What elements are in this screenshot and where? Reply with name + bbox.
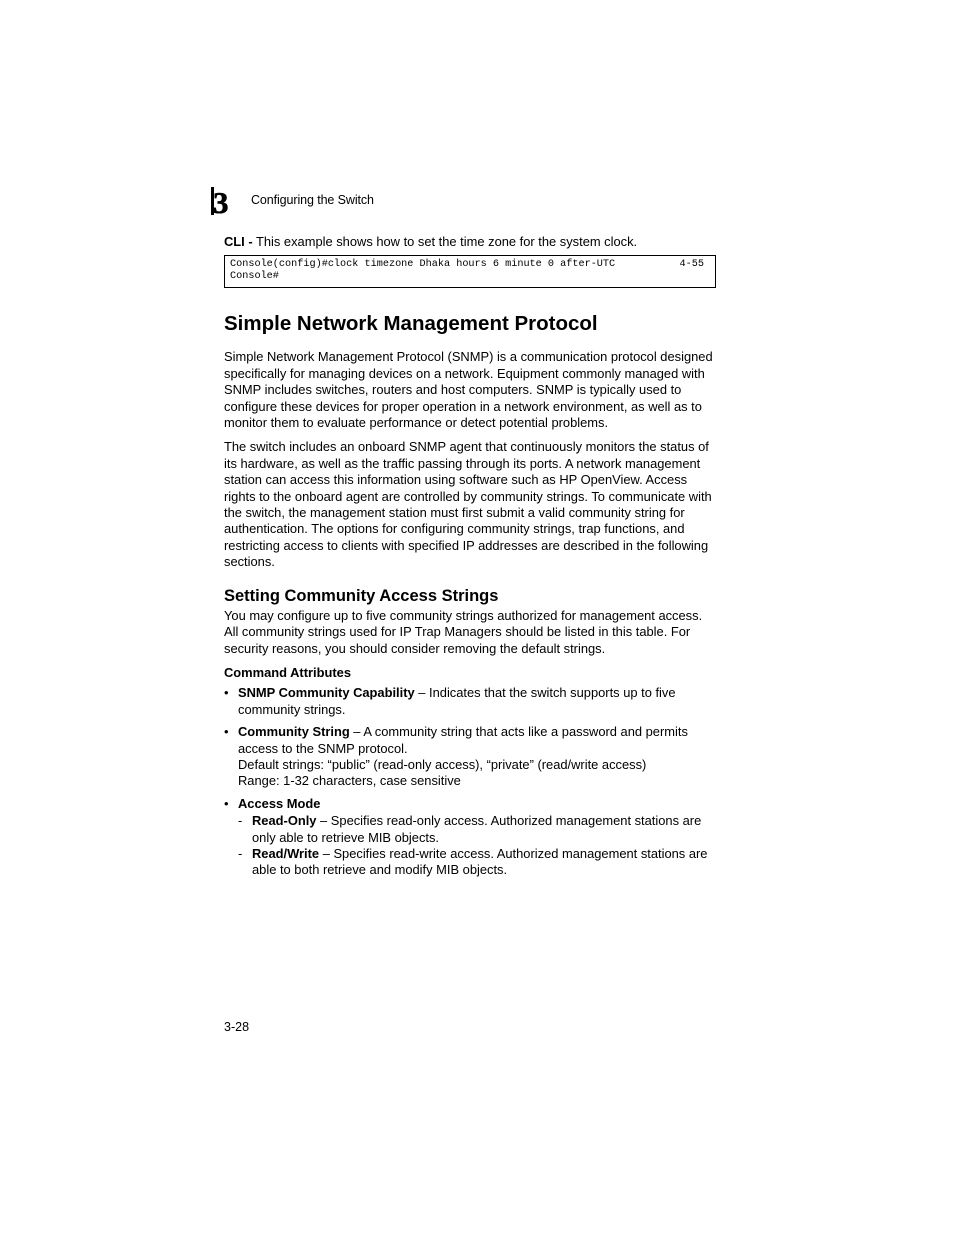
mode-term: Read-Only xyxy=(252,813,317,829)
chapter-number-icon xyxy=(210,186,240,216)
mode-desc: – Specifies read-only access. Authorized management stations are only able to retrieve MIB objects. xyxy=(252,813,702,845)
list-item xyxy=(238,846,716,879)
attribute-default: Default strings: “public” (read-only access), “private” (read/write access) xyxy=(238,756,647,772)
page-content xyxy=(224,234,716,885)
list-item xyxy=(224,796,716,879)
list-item xyxy=(224,724,716,790)
attribute-desc: – Indicates that the switch supports up to five community strings. xyxy=(238,685,676,717)
attribute-term: Access Mode xyxy=(238,795,321,811)
mode-term: Read/Write xyxy=(252,845,320,861)
subsection-title: Setting Community Access Strings xyxy=(224,586,499,605)
cli-label: CLI - xyxy=(224,234,253,249)
dash-icon: - xyxy=(238,845,243,861)
section-title: Simple Network Management Protocol xyxy=(224,312,598,336)
code-example xyxy=(224,255,716,288)
code-page-ref: 4-55 xyxy=(679,259,704,271)
running-header: Configuring the Switch xyxy=(251,193,374,207)
bullet-icon: • xyxy=(224,724,229,740)
svg-text:3: 3 xyxy=(213,186,229,216)
bullet-icon: • xyxy=(224,685,229,701)
body-paragraph: Simple Network Management Protocol (SNMP) is a communication protocol designed specifically for managing devices on a network. Equipment commonly managed with SNMP includes switches, routers and host computers. SNMP is typically used to configure these devices for proper operation in a network environment, as well as to monitor them to evaluate performance or detect potential problems. xyxy=(224,349,713,431)
body-paragraph: The switch includes an onboard SNMP agent that continuously monitors the status of its hardware, as well as the traffic passing through its ports. A network management station can access this information using software such as HP OpenView. Access rights to the onboard agent are controlled by community strings. To communicate with the switch, the management station must first submit a valid community string for authentication. The options for configuring community strings, trap functions, and restricting access to clients with specified IP addresses are described in the following sections. xyxy=(224,439,712,570)
cli-intro-text: This example shows how to set the time zone for the system clock. xyxy=(252,234,638,249)
page-number: 3-28 xyxy=(224,1020,250,1034)
code-line xyxy=(230,271,710,283)
body-paragraph: You may configure up to five community strings authorized for management access. All community strings used for IP Trap Managers should be listed in this table. For security reasons, you should consider removing the default strings. xyxy=(224,607,703,656)
code-page-ref xyxy=(704,271,710,283)
attribute-term: Community String xyxy=(238,724,350,740)
attributes-heading: Command Attributes xyxy=(224,664,351,680)
mode-desc: – Specifies read-write access. Authorized management stations are able to both retrieve and modify MIB objects. xyxy=(252,845,708,878)
attribute-term: SNMP Community Capability xyxy=(238,685,415,701)
code-text: Console# xyxy=(230,271,279,283)
attribute-range: Range: 1-32 characters, case sensitive xyxy=(238,773,461,789)
access-mode-list xyxy=(238,813,716,879)
bullet-icon: • xyxy=(224,795,229,811)
attribute-desc: – A community string that acts like a password and permits access to the SNMP protocol. xyxy=(238,724,688,756)
list-item xyxy=(238,813,716,846)
code-line xyxy=(230,259,710,271)
cli-intro xyxy=(224,234,716,250)
list-item xyxy=(224,685,716,718)
attribute-list xyxy=(224,685,716,878)
dash-icon: - xyxy=(238,813,243,829)
code-text: Console(config)#clock timezone Dhaka hours 6 minute 0 after-UTC xyxy=(230,259,616,271)
